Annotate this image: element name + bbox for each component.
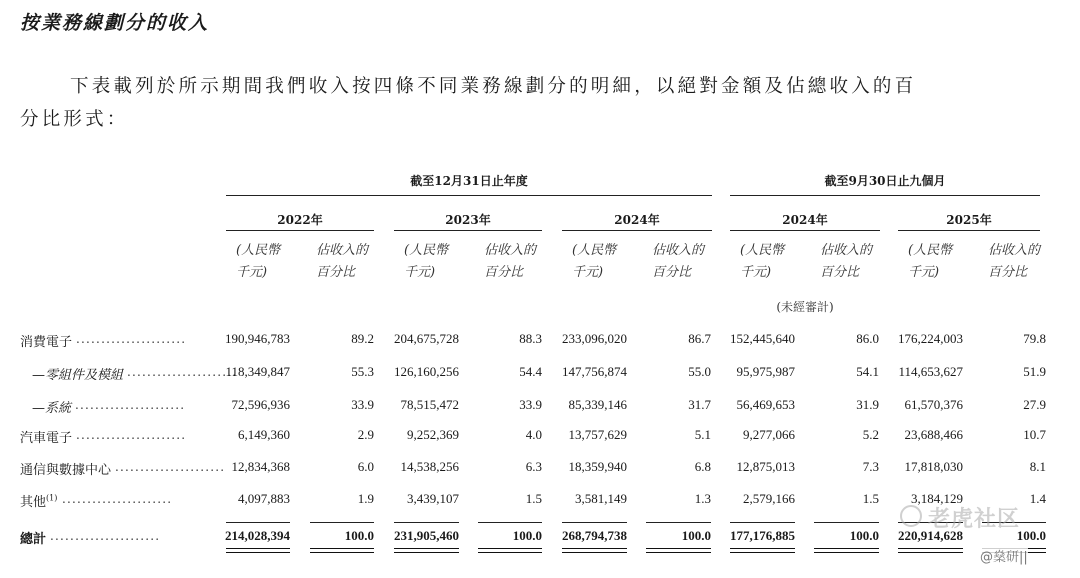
amount-cell: 95,975,987: [736, 364, 795, 379]
amount-cell: 152,445,640: [730, 331, 795, 346]
amount-cell: 9,277,066: [743, 427, 795, 442]
percent-cell: 6.8: [694, 459, 711, 474]
amount-cell: 18,359,940: [568, 459, 627, 474]
subtotal-rule: [562, 522, 627, 523]
intro-line-1: 下表載列於所示期間我們收入按四條不同業務線劃分的明細，以絕對金額及佔總收入的百: [70, 76, 917, 97]
watermark-handle: @燊研||: [980, 546, 1028, 565]
subtotal-rule: [646, 522, 711, 523]
percent-cell: 100.0: [849, 528, 879, 543]
amount-cell: 3,184,129: [911, 491, 963, 506]
subtotal-rule: [310, 522, 374, 523]
amount-cell: 214,028,394: [225, 528, 290, 543]
unit-pct-2025-9m: 佔收入的 百分比: [988, 243, 1041, 280]
percent-cell: 55.0: [688, 364, 711, 379]
amount-cell: 3,439,107: [407, 491, 459, 506]
year-rule: [394, 230, 542, 231]
amount-cell: 126,160,256: [394, 364, 459, 379]
footnote-marker: (1): [46, 493, 58, 503]
group-rule-ninemonth: [730, 195, 1040, 196]
amount-cell: 85,339,146: [568, 397, 627, 412]
unaudited-note: (未經審計): [776, 300, 834, 314]
unit-pct-2023: 佔收入的 百分比: [484, 243, 537, 280]
unit-amount-2025-9m: (人民幣 千元): [908, 243, 953, 280]
row-label: —零組件及模組: [32, 368, 124, 383]
row-label: 汽車電子: [20, 431, 73, 446]
unit-pct-2022: 佔收入的 百分比: [316, 243, 369, 280]
leader-dots: ......................: [76, 332, 187, 346]
row-label: 總計: [20, 532, 47, 547]
row-label: —系統: [32, 401, 72, 416]
percent-cell: 86.7: [688, 331, 711, 346]
percent-cell: 54.4: [519, 364, 542, 379]
percent-cell: 1.4: [1029, 491, 1046, 506]
watermark-logo-icon: [900, 505, 922, 527]
watermark-brand: 老虎社区: [928, 507, 1021, 532]
percent-cell: 100.0: [512, 528, 542, 543]
intro-line-2: 分比形式：: [20, 109, 129, 130]
total-double-rule: [478, 548, 542, 553]
year-header-2023: 2023年: [445, 213, 491, 227]
percent-cell: 5.2: [862, 427, 879, 442]
unit-amount-2024: (人民幣 千元): [572, 243, 617, 280]
year-header-2024-9m: 2024年: [782, 213, 828, 227]
percent-cell: 6.0: [357, 459, 374, 474]
unit-pct-2024-9m: 佔收入的 百分比: [820, 243, 873, 280]
group-header-annual: 截至12月31日止年度: [410, 174, 528, 188]
subtotal-rule: [394, 522, 459, 523]
amount-cell: 2,579,166: [743, 491, 795, 506]
amount-cell: 9,252,369: [407, 427, 459, 442]
subtotal-rule: [730, 522, 795, 523]
total-double-rule: [646, 548, 711, 553]
amount-cell: 13,757,629: [568, 427, 627, 442]
amount-cell: 12,834,368: [231, 459, 290, 474]
percent-cell: 54.1: [856, 364, 879, 379]
subtotal-rule: [226, 522, 290, 523]
amount-cell: 72,596,936: [231, 397, 290, 412]
row-label: 通信與數據中心: [20, 463, 112, 478]
leader-dots: ......................: [76, 428, 187, 442]
leader-dots: ......................: [127, 365, 238, 379]
amount-cell: 6,149,360: [238, 427, 290, 442]
percent-cell: 6.3: [525, 459, 542, 474]
group-rule-annual: [226, 195, 712, 196]
amount-cell: 114,653,627: [898, 364, 963, 379]
total-double-rule: [226, 548, 290, 553]
amount-cell: 220,914,628: [898, 528, 963, 543]
group-header-ninemonth: 截至9月30日止九個月: [824, 174, 946, 188]
amount-cell: 177,176,885: [730, 528, 795, 543]
percent-cell: 27.9: [1023, 397, 1046, 412]
total-double-rule: [394, 548, 459, 553]
amount-cell: 233,096,020: [562, 331, 627, 346]
percent-cell: 89.2: [351, 331, 374, 346]
amount-cell: 231,905,460: [394, 528, 459, 543]
percent-cell: 100.0: [1016, 528, 1046, 543]
amount-cell: 61,570,376: [904, 397, 963, 412]
amount-cell: 12,875,013: [736, 459, 795, 474]
percent-cell: 1.5: [862, 491, 879, 506]
amount-cell: 17,818,030: [904, 459, 963, 474]
total-double-rule: [730, 548, 795, 553]
percent-cell: 79.8: [1023, 331, 1046, 346]
leader-dots: ......................: [75, 398, 186, 412]
amount-cell: 190,946,783: [225, 331, 290, 346]
year-rule: [226, 230, 374, 231]
year-header-2024: 2024年: [614, 213, 660, 227]
year-header-2025-9m: 2025年: [946, 213, 992, 227]
percent-cell: 10.7: [1023, 427, 1046, 442]
percent-cell: 33.9: [351, 397, 374, 412]
percent-cell: 31.9: [856, 397, 879, 412]
amount-cell: 204,675,728: [394, 331, 459, 346]
percent-cell: 7.3: [862, 459, 879, 474]
amount-cell: 56,469,653: [736, 397, 795, 412]
amount-cell: 3,581,149: [575, 491, 627, 506]
total-double-rule: [814, 548, 879, 553]
percent-cell: 51.9: [1023, 364, 1046, 379]
percent-cell: 31.7: [688, 397, 711, 412]
total-double-rule: [898, 548, 963, 553]
amount-cell: 176,224,003: [898, 331, 963, 346]
unit-amount-2023: (人民幣 千元): [404, 243, 449, 280]
percent-cell: 2.9: [357, 427, 374, 442]
subtotal-rule: [814, 522, 879, 523]
amount-cell: 23,688,466: [904, 427, 963, 442]
row-label: 消費電子: [20, 335, 73, 350]
row-label: 其他$^{(1)}$: [20, 493, 58, 510]
amount-cell: 147,756,874: [562, 364, 627, 379]
section-heading: 按業務線劃分的收入: [20, 12, 210, 34]
total-double-rule: [562, 548, 627, 553]
percent-cell: 100.0: [681, 528, 711, 543]
percent-cell: 88.3: [519, 331, 542, 346]
total-double-rule: [310, 548, 374, 553]
amount-cell: 268,794,738: [562, 528, 627, 543]
year-header-2022: 2022年: [277, 213, 323, 227]
percent-cell: 1.9: [357, 491, 374, 506]
percent-cell: 1.3: [694, 491, 711, 506]
amount-cell: 14,538,256: [400, 459, 459, 474]
unit-pct-2024: 佔收入的 百分比: [652, 243, 705, 280]
year-rule: [898, 230, 1040, 231]
percent-cell: 8.1: [1029, 459, 1046, 474]
unit-amount-2022: (人民幣 千元): [236, 243, 281, 280]
unit-amount-2024-9m: (人民幣 千元): [740, 243, 785, 280]
percent-cell: 4.0: [525, 427, 542, 442]
year-rule: [730, 230, 880, 231]
percent-cell: 55.3: [351, 364, 374, 379]
percent-cell: 100.0: [344, 528, 374, 543]
amount-cell: 118,349,847: [225, 364, 290, 379]
percent-cell: 86.0: [856, 331, 879, 346]
year-rule: [562, 230, 712, 231]
leader-dots: ......................: [62, 492, 173, 506]
percent-cell: 1.5: [525, 491, 542, 506]
percent-cell: 33.9: [519, 397, 542, 412]
amount-cell: 4,097,883: [238, 491, 290, 506]
percent-cell: 5.1: [694, 427, 711, 442]
subtotal-rule: [478, 522, 542, 523]
leader-dots: ......................: [50, 529, 161, 543]
leader-dots: ......................: [115, 460, 226, 474]
amount-cell: 78,515,472: [400, 397, 459, 412]
